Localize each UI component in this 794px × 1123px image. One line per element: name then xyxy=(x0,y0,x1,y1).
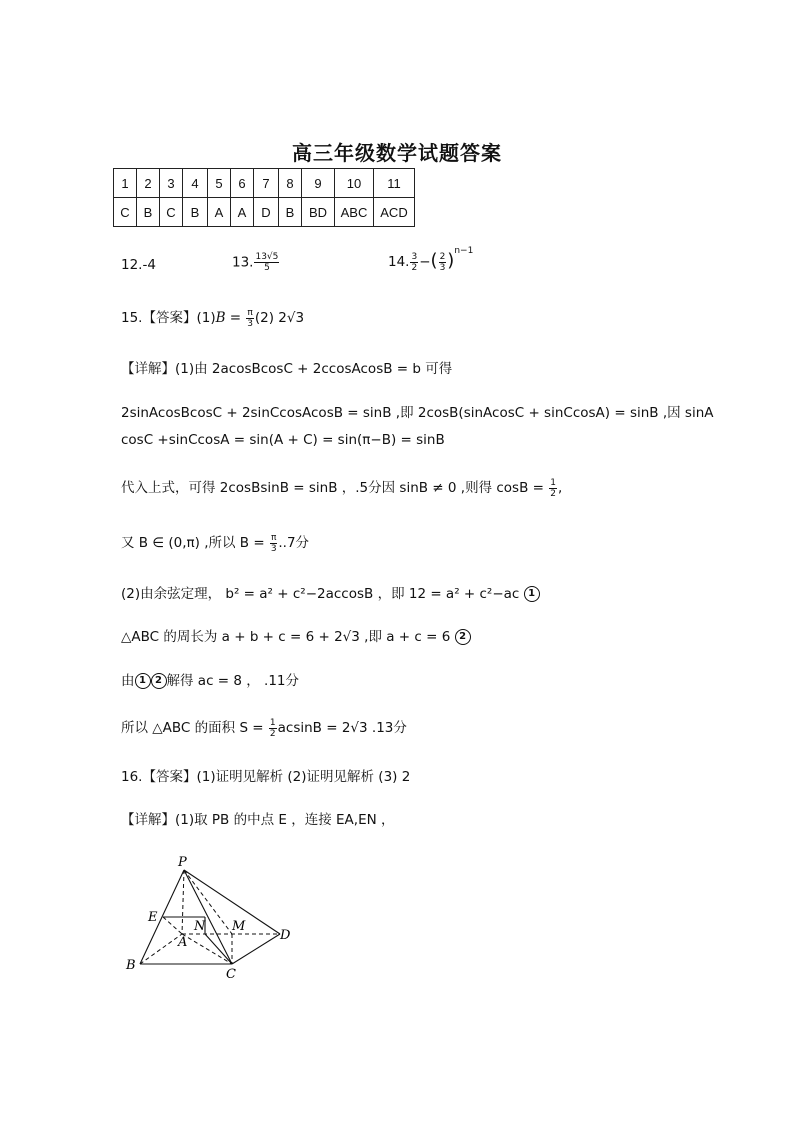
q15-half-num: 1 xyxy=(550,477,556,488)
answer-cell: B xyxy=(137,198,160,227)
q14-exponent: n−1 xyxy=(454,245,474,256)
segment-EA xyxy=(163,917,182,934)
q15-answer xyxy=(121,306,304,329)
circled-2-ref: 2 xyxy=(151,673,167,689)
segment-PM xyxy=(184,870,232,934)
question-number-cell: 5 xyxy=(208,169,231,198)
q15-line-8a: 由 xyxy=(121,673,135,689)
answer-cell: A xyxy=(231,198,254,227)
q15-pi-over-3 xyxy=(246,308,253,329)
q15-half-b xyxy=(269,718,277,739)
q15-answer-label: 15.【答案】(1) xyxy=(121,310,216,326)
answer-cell: B xyxy=(279,198,302,227)
answer-cell: C xyxy=(160,198,183,227)
edge-CD xyxy=(232,934,280,964)
pyramid-figure xyxy=(120,850,310,985)
circled-1-ref: 1 xyxy=(135,673,151,689)
q14-prefix: 14. xyxy=(388,254,410,270)
q15-line-4a: 代入上式，可得 2cosBsinB = sinB ，.5分因 sinB ≠ 0 ,则得 cosB = xyxy=(121,480,549,496)
question-number-cell: 7 xyxy=(254,169,279,198)
label-E: E xyxy=(148,910,158,925)
q15-line-8 xyxy=(121,669,299,689)
label-A: A xyxy=(178,935,188,950)
q16-answer: 16.【答案】(1)证明见解析 (2)证明见解析 (3) 2 xyxy=(121,769,411,785)
q15-line-9b: acsinB = 2√3 .13分 xyxy=(277,720,407,736)
q16-detail: 【详解】(1)取 PB 的中点 E ，连接 EA,EN ， xyxy=(121,812,395,828)
q13-denominator: 5 xyxy=(264,263,270,273)
q13-fraction xyxy=(254,252,279,273)
q15-line-7 xyxy=(121,625,471,645)
q15-answer-b: B = xyxy=(215,310,246,326)
q14-fraction-b xyxy=(439,252,447,273)
circled-2: 2 xyxy=(455,629,471,645)
answer-table-number-row xyxy=(114,169,415,198)
q15-line-3: cosC +sinCcosA = sin(A + C) = sin(π−B) = sinB xyxy=(121,432,445,448)
q15-line-9 xyxy=(121,716,407,739)
question-number-cell: 10 xyxy=(335,169,374,198)
q15-pi-b: π xyxy=(270,532,277,543)
label-D: D xyxy=(280,928,291,943)
q15-detail-1: 【详解】(1)由 2acosBcosC + 2ccosAcosB = b 可得 xyxy=(121,361,453,377)
circled-1: 1 xyxy=(524,586,540,602)
q14-b-den: 3 xyxy=(439,262,446,273)
answer-cell: A xyxy=(208,198,231,227)
q15-three: 3 xyxy=(247,318,253,329)
q15-line-8b: 解得 ac = 8 ， .11分 xyxy=(166,673,300,689)
question-number-cell: 8 xyxy=(279,169,302,198)
q12-answer: 12.-4 xyxy=(121,257,156,273)
q15-line-4 xyxy=(121,476,562,499)
q14-minus: − xyxy=(419,254,431,270)
q15-half-b-den: 2 xyxy=(269,728,276,739)
q15-line-2: 2sinAcosBcosC + 2sinCcosAcosB = sinB ,即 2cosB(sinAcosC + sinCcosA) = sinB ,因 sinA xyxy=(121,405,714,421)
q15-line-5-tail: ..7分 xyxy=(278,535,310,551)
q15-line-6-text: (2)由余弦定理， b² = a² + c²−2accosB ，即 12 = a² + c²−ac xyxy=(121,586,520,602)
q13-numerator: 13√5 xyxy=(255,252,279,262)
q14-answer: 14. $\frac{3}{2}$ −( $\frac{2}{3}$ )$^{n-1}$ xyxy=(388,245,474,273)
q15-answer-part2: (2) 2√3 xyxy=(254,310,305,326)
q13-answer xyxy=(232,252,280,273)
q15-half-b-num: 1 xyxy=(269,717,276,728)
q15-line-5 xyxy=(121,531,309,554)
q14-b-num: 2 xyxy=(439,251,446,262)
answer-cell: D xyxy=(254,198,279,227)
q15-line-9a: 所以 △ABC 的面积 S = xyxy=(121,720,268,736)
label-B: B xyxy=(126,958,136,973)
answer-table xyxy=(113,168,415,227)
question-number-cell: 2 xyxy=(137,169,160,198)
question-number-cell: 6 xyxy=(231,169,254,198)
q15-line-4-tail: , xyxy=(557,480,563,496)
label-C: C xyxy=(226,967,236,982)
edge-BA xyxy=(140,934,182,964)
answer-cell: C xyxy=(114,198,137,227)
question-number-cell: 1 xyxy=(114,169,137,198)
label-N: N xyxy=(194,919,206,934)
q15-line-6 xyxy=(121,582,540,602)
label-P: P xyxy=(178,855,187,870)
answer-table-answer-row xyxy=(114,198,415,227)
answer-cell: ABC xyxy=(335,198,374,227)
answer-cell: ACD xyxy=(374,198,415,227)
q15-pi-over-3-b xyxy=(270,533,277,554)
q15-line-7-text: △ABC 的周长为 a + b + c = 6 + 2√3 ,即 a + c = 6 xyxy=(121,629,451,645)
q15-pi: π xyxy=(247,307,253,318)
answer-cell: BD xyxy=(302,198,335,227)
question-number-cell: 4 xyxy=(183,169,208,198)
q15-line-5a: 又 B ∈ (0,π) ,所以 B = xyxy=(121,535,269,551)
q14-a-den: 2 xyxy=(411,262,418,273)
question-number-cell: 9 xyxy=(302,169,335,198)
label-M: M xyxy=(232,919,246,934)
q14-a-num: 3 xyxy=(411,251,418,262)
q15-half xyxy=(549,478,557,499)
question-number-cell: 11 xyxy=(374,169,415,198)
q15-half-den: 2 xyxy=(550,488,556,499)
q13-prefix: 13. xyxy=(232,254,254,271)
answer-cell: B xyxy=(183,198,208,227)
question-number-cell: 3 xyxy=(160,169,183,198)
q15-three-b: 3 xyxy=(270,543,277,554)
q14-fraction-a xyxy=(410,252,418,273)
edge-PA xyxy=(182,870,184,934)
page-title: 高三年级数学试题答案 xyxy=(292,141,502,165)
